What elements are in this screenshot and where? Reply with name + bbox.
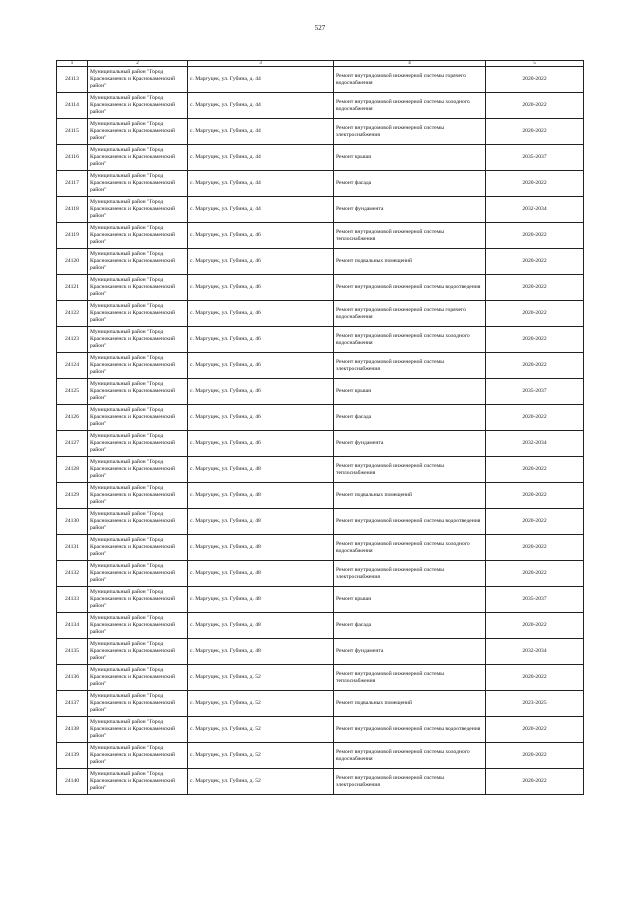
row-number: 24124 — [57, 353, 88, 379]
address-cell: с. Маргуцек, ул. Губина, д. 52 — [188, 691, 334, 717]
table-row — [57, 717, 584, 743]
table-row — [57, 665, 584, 691]
address-cell: с. Маргуцек, ул. Губина, д. 46 — [188, 275, 334, 301]
period-cell: 2020-2022 — [486, 457, 584, 483]
address-cell: с. Маргуцек, ул. Губина, д. 44 — [188, 119, 334, 145]
row-number: 24134 — [57, 613, 88, 639]
address-cell: с. Маргуцек, ул. Губина, д. 48 — [188, 561, 334, 587]
work-type-cell: Ремонт фундамента — [334, 431, 486, 457]
period-cell: 2020-2022 — [486, 93, 584, 119]
work-type-cell: Ремонт внутридомовой инженерной системы электроснабжения — [334, 561, 486, 587]
row-number: 24130 — [57, 509, 88, 535]
table-row — [57, 405, 584, 431]
period-cell: 2032-2034 — [486, 431, 584, 457]
work-type-cell: Ремонт внутридомовой инженерной системы горячего водоснабжения — [334, 67, 486, 93]
period-cell: 2020-2022 — [486, 171, 584, 197]
column-header-4: 4 — [334, 61, 486, 67]
municipality-cell: Муниципальный район "Город Краснокаменск и Краснокаменский район" — [88, 353, 188, 379]
period-cell: 2020-2022 — [486, 743, 584, 769]
work-type-cell: Ремонт фундамента — [334, 197, 486, 223]
address-cell: с. Маргуцек, ул. Губина, д. 48 — [188, 535, 334, 561]
municipality-cell: Муниципальный район "Город Краснокаменск и Краснокаменский район" — [88, 691, 188, 717]
work-type-cell: Ремонт внутридомовой инженерной системы холодного водоснабжения — [334, 743, 486, 769]
table-row — [57, 119, 584, 145]
table-row — [57, 197, 584, 223]
work-type-cell: Ремонт фасада — [334, 613, 486, 639]
period-cell: 2020-2022 — [486, 67, 584, 93]
municipality-cell: Муниципальный район "Город Краснокаменск и Краснокаменский район" — [88, 743, 188, 769]
table-row — [57, 223, 584, 249]
period-cell: 2032-2034 — [486, 639, 584, 665]
registry-table — [56, 60, 584, 795]
row-number: 24118 — [57, 197, 88, 223]
column-header-5: 5 — [486, 61, 584, 67]
row-number: 24113 — [57, 67, 88, 93]
row-number: 24121 — [57, 275, 88, 301]
address-cell: с. Маргуцек, ул. Губина, д. 46 — [188, 327, 334, 353]
address-cell: с. Маргуцек, ул. Губина, д. 48 — [188, 483, 334, 509]
row-number: 24125 — [57, 379, 88, 405]
row-number: 24132 — [57, 561, 88, 587]
row-number: 24117 — [57, 171, 88, 197]
row-number: 24139 — [57, 743, 88, 769]
address-cell: с. Маргуцек, ул. Губина, д. 46 — [188, 379, 334, 405]
period-cell: 2020-2022 — [486, 613, 584, 639]
period-cell: 2020-2022 — [486, 405, 584, 431]
row-number: 24131 — [57, 535, 88, 561]
municipality-cell: Муниципальный район "Город Краснокаменск и Краснокаменский район" — [88, 145, 188, 171]
municipality-cell: Муниципальный район "Город Краснокаменск и Краснокаменский район" — [88, 535, 188, 561]
work-type-cell: Ремонт внутридомовой инженерной системы холодного водоснабжения — [334, 93, 486, 119]
period-cell: 2020-2022 — [486, 353, 584, 379]
municipality-cell: Муниципальный район "Город Краснокаменск и Краснокаменский район" — [88, 379, 188, 405]
table-row — [57, 93, 584, 119]
table-row — [57, 431, 584, 457]
work-type-cell: Ремонт внутридомовой инженерной системы теплоснабжения — [334, 665, 486, 691]
municipality-cell: Муниципальный район "Город Краснокаменск и Краснокаменский район" — [88, 275, 188, 301]
table-row — [57, 275, 584, 301]
row-number: 24129 — [57, 483, 88, 509]
address-cell: с. Маргуцек, ул. Губина, д. 46 — [188, 431, 334, 457]
municipality-cell: Муниципальный район "Город Краснокаменск и Краснокаменский район" — [88, 249, 188, 275]
table-row — [57, 691, 584, 717]
municipality-cell: Муниципальный район "Город Краснокаменск и Краснокаменский район" — [88, 665, 188, 691]
table-row — [57, 509, 584, 535]
period-cell: 2020-2022 — [486, 249, 584, 275]
address-cell: с. Маргуцек, ул. Губина, д. 52 — [188, 665, 334, 691]
work-type-cell: Ремонт крыши — [334, 379, 486, 405]
table-row — [57, 249, 584, 275]
table-row — [57, 457, 584, 483]
municipality-cell: Муниципальный район "Город Краснокаменск и Краснокаменский район" — [88, 67, 188, 93]
work-type-cell: Ремонт внутридомовой инженерной системы холодного водоснабжения — [334, 535, 486, 561]
address-cell: с. Маргуцек, ул. Губина, д. 46 — [188, 353, 334, 379]
period-cell: 2035-2037 — [486, 145, 584, 171]
period-cell: 2020-2022 — [486, 483, 584, 509]
work-type-cell: Ремонт подвальных помещений — [334, 249, 486, 275]
period-cell: 2020-2022 — [486, 223, 584, 249]
work-type-cell: Ремонт внутридомовой инженерной системы электроснабжения — [334, 119, 486, 145]
municipality-cell: Муниципальный район "Город Краснокаменск и Краснокаменский район" — [88, 327, 188, 353]
period-cell: 2020-2022 — [486, 535, 584, 561]
work-type-cell: Ремонт подвальных помещений — [334, 483, 486, 509]
municipality-cell: Муниципальный район "Город Краснокаменск и Краснокаменский район" — [88, 171, 188, 197]
work-type-cell: Ремонт внутридомовой инженерной системы теплоснабжения — [334, 223, 486, 249]
page-number: 527 — [314, 24, 326, 32]
work-type-cell: Ремонт внутридомовой инженерной системы холодного водоснабжения — [334, 327, 486, 353]
period-cell: 2020-2022 — [486, 717, 584, 743]
row-number: 24135 — [57, 639, 88, 665]
row-number: 24127 — [57, 431, 88, 457]
municipality-cell: Муниципальный район "Город Краснокаменск и Краснокаменский район" — [88, 483, 188, 509]
table-row — [57, 171, 584, 197]
municipality-cell: Муниципальный район "Город Краснокаменск и Краснокаменский район" — [88, 561, 188, 587]
municipality-cell: Муниципальный район "Город Краснокаменск и Краснокаменский район" — [88, 197, 188, 223]
address-cell: с. Маргуцек, ул. Губина, д. 46 — [188, 223, 334, 249]
work-type-cell: Ремонт фундамента — [334, 639, 486, 665]
row-number: 24128 — [57, 457, 88, 483]
address-cell: с. Маргуцек, ул. Губина, д. 48 — [188, 457, 334, 483]
period-cell: 2032-2034 — [486, 197, 584, 223]
row-number: 24136 — [57, 665, 88, 691]
period-cell: 2020-2022 — [486, 665, 584, 691]
row-number: 24140 — [57, 769, 88, 795]
address-cell: с. Маргуцек, ул. Губина, д. 44 — [188, 67, 334, 93]
address-cell: с. Маргуцек, ул. Губина, д. 44 — [188, 145, 334, 171]
period-cell: 2020-2022 — [486, 509, 584, 535]
table-row — [57, 379, 584, 405]
municipality-cell: Муниципальный район "Город Краснокаменск и Краснокаменский район" — [88, 587, 188, 613]
municipality-cell: Муниципальный район "Город Краснокаменск и Краснокаменский район" — [88, 119, 188, 145]
column-header-2: 2 — [88, 61, 188, 67]
row-number: 24126 — [57, 405, 88, 431]
municipality-cell: Муниципальный район "Город Краснокаменск и Краснокаменский район" — [88, 405, 188, 431]
municipality-cell: Муниципальный район "Город Краснокаменск и Краснокаменский район" — [88, 717, 188, 743]
municipality-cell: Муниципальный район "Город Краснокаменск и Краснокаменский район" — [88, 301, 188, 327]
period-cell: 2020-2022 — [486, 561, 584, 587]
row-number: 24119 — [57, 223, 88, 249]
row-number: 24116 — [57, 145, 88, 171]
work-type-cell: Ремонт внутридомовой инженерной системы водоотведения — [334, 275, 486, 301]
table-row — [57, 353, 584, 379]
address-cell: с. Маргуцек, ул. Губина, д. 44 — [188, 171, 334, 197]
address-cell: с. Маргуцек, ул. Губина, д. 48 — [188, 509, 334, 535]
address-cell: с. Маргуцек, ул. Губина, д. 48 — [188, 613, 334, 639]
table-row — [57, 535, 584, 561]
address-cell: с. Маргуцек, ул. Губина, д. 46 — [188, 249, 334, 275]
period-cell: 2020-2022 — [486, 769, 584, 795]
municipality-cell: Муниципальный район "Город Краснокаменск и Краснокаменский район" — [88, 457, 188, 483]
period-cell: 2035-2037 — [486, 379, 584, 405]
table-body — [57, 67, 584, 795]
table-row — [57, 145, 584, 171]
period-cell: 2020-2022 — [486, 301, 584, 327]
period-cell: 2020-2022 — [486, 275, 584, 301]
work-type-cell: Ремонт крыши — [334, 145, 486, 171]
row-number: 24123 — [57, 327, 88, 353]
row-number: 24133 — [57, 587, 88, 613]
table-row — [57, 587, 584, 613]
work-type-cell: Ремонт внутридомовой инженерной системы водоотведения — [334, 509, 486, 535]
address-cell: с. Маргуцек, ул. Губина, д. 46 — [188, 405, 334, 431]
work-type-cell: Ремонт подвальных помещений — [334, 691, 486, 717]
municipality-cell: Муниципальный район "Город Краснокаменск и Краснокаменский район" — [88, 431, 188, 457]
table-row — [57, 769, 584, 795]
work-type-cell: Ремонт крыши — [334, 587, 486, 613]
table-row — [57, 613, 584, 639]
table-row — [57, 639, 584, 665]
column-header-1: 1 — [57, 61, 88, 67]
municipality-cell: Муниципальный район "Город Краснокаменск и Краснокаменский район" — [88, 509, 188, 535]
work-type-cell: Ремонт внутридомовой инженерной системы водоотведения — [334, 717, 486, 743]
work-type-cell: Ремонт внутридомовой инженерной системы теплоснабжения — [334, 457, 486, 483]
row-number: 24114 — [57, 93, 88, 119]
address-cell: с. Маргуцек, ул. Губина, д. 48 — [188, 639, 334, 665]
address-cell: с. Маргуцек, ул. Губина, д. 44 — [188, 93, 334, 119]
table-row — [57, 561, 584, 587]
column-header-3: 3 — [188, 61, 334, 67]
municipality-cell: Муниципальный район "Город Краснокаменск и Краснокаменский район" — [88, 613, 188, 639]
period-cell: 2020-2022 — [486, 327, 584, 353]
table-row — [57, 301, 584, 327]
row-number: 24138 — [57, 717, 88, 743]
address-cell: с. Маргуцек, ул. Губина, д. 48 — [188, 587, 334, 613]
address-cell: с. Маргуцек, ул. Губина, д. 52 — [188, 769, 334, 795]
municipality-cell: Муниципальный район "Город Краснокаменск и Краснокаменский район" — [88, 639, 188, 665]
row-number: 24122 — [57, 301, 88, 327]
municipality-cell: Муниципальный район "Город Краснокаменск и Краснокаменский район" — [88, 223, 188, 249]
table-row — [57, 327, 584, 353]
work-type-cell: Ремонт внутридомовой инженерной системы горячего водоснабжения — [334, 301, 486, 327]
period-cell: 2035-2037 — [486, 587, 584, 613]
work-type-cell: Ремонт фасада — [334, 405, 486, 431]
address-cell: с. Маргуцек, ул. Губина, д. 52 — [188, 743, 334, 769]
address-cell: с. Маргуцек, ул. Губина, д. 44 — [188, 197, 334, 223]
table-row — [57, 483, 584, 509]
work-type-cell: Ремонт внутридомовой инженерной системы электроснабжения — [334, 769, 486, 795]
row-number: 24120 — [57, 249, 88, 275]
work-type-cell: Ремонт фасада — [334, 171, 486, 197]
period-cell: 2020-2022 — [486, 119, 584, 145]
address-cell: с. Маргуцек, ул. Губина, д. 52 — [188, 717, 334, 743]
municipality-cell: Муниципальный район "Город Краснокаменск и Краснокаменский район" — [88, 93, 188, 119]
row-number: 24115 — [57, 119, 88, 145]
row-number: 24137 — [57, 691, 88, 717]
table-row — [57, 743, 584, 769]
address-cell: с. Маргуцек, ул. Губина, д. 46 — [188, 301, 334, 327]
work-type-cell: Ремонт внутридомовой инженерной системы электроснабжения — [334, 353, 486, 379]
municipality-cell: Муниципальный район "Город Краснокаменск и Краснокаменский район" — [88, 769, 188, 795]
period-cell: 2023-2025 — [486, 691, 584, 717]
table-row — [57, 67, 584, 93]
